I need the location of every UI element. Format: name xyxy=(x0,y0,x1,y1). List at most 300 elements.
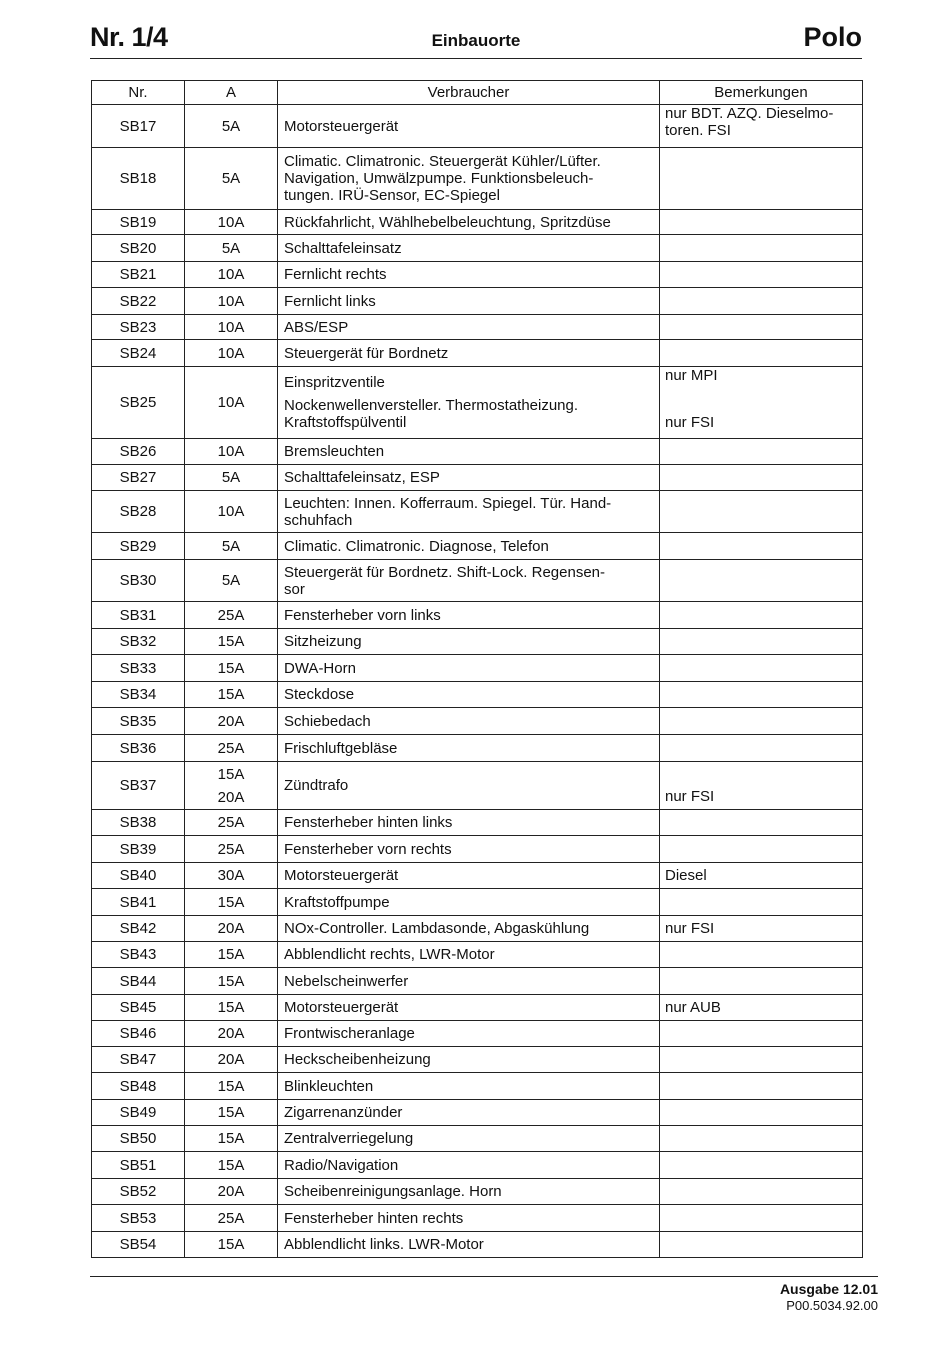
fuse-number-cell xyxy=(92,367,185,439)
remarks-cell xyxy=(660,968,863,995)
fuse-table xyxy=(91,80,863,1258)
ampere-cell xyxy=(185,1047,278,1073)
fuse-number: SB54 xyxy=(119,1236,157,1253)
fuse-number: SB32 xyxy=(119,633,157,650)
ampere-cell xyxy=(185,916,278,942)
table-row xyxy=(92,1232,863,1258)
consumer-cell xyxy=(278,655,660,682)
fuse-number-cell xyxy=(92,889,185,916)
remarks-cell xyxy=(660,1179,863,1205)
column-header-nr: Nr. xyxy=(92,81,185,105)
consumer-cell xyxy=(278,1073,660,1100)
table-row xyxy=(92,262,863,288)
footer-divider xyxy=(90,1276,878,1277)
consumer-text: Abblendlicht links. LWR-Motor xyxy=(284,1236,484,1253)
remarks-cell xyxy=(660,315,863,340)
table-row xyxy=(92,942,863,968)
table-row xyxy=(92,340,863,367)
ampere-value: 25A xyxy=(217,739,245,757)
ampere-cell xyxy=(185,560,278,602)
ampere-value: 20A xyxy=(217,712,245,730)
consumer-cell xyxy=(278,105,660,148)
fuse-number: SB22 xyxy=(119,292,157,310)
ampere-cell xyxy=(185,235,278,262)
consumer-cell xyxy=(278,942,660,968)
consumer-text: Fensterheber vorn links xyxy=(284,606,441,624)
remarks-cell xyxy=(660,762,863,810)
ampere-cell xyxy=(185,1100,278,1126)
ampere-value: 5A xyxy=(221,572,241,589)
remark-text: nur BDT. AZQ. Dieselmo- xyxy=(665,105,834,122)
ampere-cell xyxy=(185,1021,278,1047)
table-row xyxy=(92,968,863,995)
ampere-cell xyxy=(185,1126,278,1152)
ampere-cell xyxy=(185,762,278,810)
ampere-value: 15A xyxy=(217,686,245,703)
fuse-number-cell xyxy=(92,810,185,836)
table-row xyxy=(92,1021,863,1047)
ampere-value: 5A xyxy=(221,170,241,187)
fuse-number-cell xyxy=(92,735,185,762)
table-row xyxy=(92,1179,863,1205)
table-row xyxy=(92,682,863,708)
ampere-value: 15A xyxy=(217,1130,245,1147)
consumer-cell xyxy=(278,836,660,863)
remarks-cell xyxy=(660,262,863,288)
ampere-cell xyxy=(185,629,278,655)
consumer-cell xyxy=(278,1021,660,1047)
ampere-cell xyxy=(185,340,278,367)
consumer-cell xyxy=(278,210,660,235)
remarks-cell xyxy=(660,836,863,863)
fuse-table-body xyxy=(92,105,863,1258)
fuse-number-cell xyxy=(92,863,185,889)
ampere-cell xyxy=(185,1205,278,1232)
consumer-text: Schalttafeleinsatz, ESP xyxy=(284,469,440,486)
consumer-cell xyxy=(278,315,660,340)
consumer-text: Fensterheber hinten links xyxy=(284,814,453,831)
fuse-number-cell xyxy=(92,1152,185,1179)
consumer-cell xyxy=(278,1205,660,1232)
consumer-cell xyxy=(278,439,660,465)
remarks-cell xyxy=(660,942,863,968)
consumer-text: Steuergerät für Bordnetz xyxy=(284,344,449,362)
ampere-cell xyxy=(185,810,278,836)
ampere-cell xyxy=(185,210,278,235)
table-row xyxy=(92,995,863,1021)
table-row xyxy=(92,889,863,916)
ampere-value: 25A xyxy=(217,840,245,858)
table-row xyxy=(92,1047,863,1073)
consumer-cell xyxy=(278,1152,660,1179)
remarks-cell xyxy=(660,560,863,602)
fuse-number-cell xyxy=(92,836,185,863)
consumer-cell xyxy=(278,465,660,491)
fuse-number-cell xyxy=(92,1179,185,1205)
fuse-number: SB19 xyxy=(119,213,157,231)
page-number: Nr. 1/4 xyxy=(90,22,168,52)
consumer-text: Blinkleuchten xyxy=(284,1077,374,1095)
remarks-cell xyxy=(660,602,863,629)
consumer-text: Radio/Navigation xyxy=(284,1156,399,1174)
remarks-cell xyxy=(660,210,863,235)
consumer-text: sor xyxy=(284,580,305,598)
consumer-text: Fensterheber vorn rechts xyxy=(284,840,452,858)
table-row xyxy=(92,1205,863,1232)
consumer-text: Climatic. Climatronic. Steuergerät Kühler/Lüfter. xyxy=(284,153,601,170)
consumer-cell xyxy=(278,288,660,315)
fuse-number: SB39 xyxy=(119,840,157,858)
fuse-number-cell xyxy=(92,148,185,210)
table-row xyxy=(92,1100,863,1126)
consumer-cell xyxy=(278,629,660,655)
fuse-number: SB50 xyxy=(119,1130,157,1147)
page-header xyxy=(90,18,862,58)
page-title: Einbauorte xyxy=(431,31,521,50)
consumer-cell xyxy=(278,1232,660,1258)
table-row xyxy=(92,735,863,762)
consumer-cell xyxy=(278,762,660,810)
ampere-value: 10A xyxy=(217,266,245,283)
fuse-number: SB36 xyxy=(119,739,157,757)
fuse-number-cell xyxy=(92,655,185,682)
edition-label: Ausgabe 12.01 xyxy=(779,1281,878,1297)
remarks-cell xyxy=(660,340,863,367)
fuse-number-cell xyxy=(92,629,185,655)
table-row xyxy=(92,810,863,836)
consumer-text: ABS/ESP xyxy=(284,318,349,336)
column-header-bemerkungen: Bemerkungen xyxy=(660,81,863,105)
remarks-cell xyxy=(660,465,863,491)
fuse-number-cell xyxy=(92,942,185,968)
ampere-value: 5A xyxy=(221,537,241,555)
fuse-number-cell xyxy=(92,1232,185,1258)
table-row xyxy=(92,210,863,235)
document-code: P00.5034.92.00 xyxy=(786,1298,878,1313)
ampere-value: 15A xyxy=(217,765,245,783)
table-row xyxy=(92,439,863,465)
ampere-value: 10A xyxy=(217,292,245,310)
ampere-value: 5A xyxy=(221,239,241,257)
consumer-cell xyxy=(278,560,660,602)
remarks-cell xyxy=(660,148,863,210)
ampere-cell xyxy=(185,491,278,533)
fuse-number: SB34 xyxy=(119,686,157,703)
fuse-number: SB26 xyxy=(119,443,157,460)
fuse-number: SB21 xyxy=(119,266,157,283)
table-row xyxy=(92,315,863,340)
fuse-number-cell xyxy=(92,105,185,148)
remark-text: Diesel xyxy=(665,867,707,884)
consumer-text: Fernlicht rechts xyxy=(284,266,387,283)
consumer-cell xyxy=(278,367,660,439)
consumer-text: Steuergerät für Bordnetz. Shift-Lock. Regensen- xyxy=(284,563,606,581)
remarks-cell xyxy=(660,735,863,762)
table-row xyxy=(92,629,863,655)
consumer-cell xyxy=(278,889,660,916)
ampere-cell xyxy=(185,1179,278,1205)
ampere-cell xyxy=(185,262,278,288)
fuse-number: SB17 xyxy=(119,117,157,135)
fuse-number: SB41 xyxy=(119,893,157,911)
remark-text: toren. FSI xyxy=(665,122,731,139)
remarks-cell xyxy=(660,708,863,735)
fuse-number-cell xyxy=(92,968,185,995)
remarks-cell xyxy=(660,655,863,682)
ampere-value: 20A xyxy=(217,920,245,937)
ampere-value: 25A xyxy=(217,606,245,624)
consumer-cell xyxy=(278,533,660,560)
fuse-number: SB35 xyxy=(119,712,157,730)
consumer-text: Scheibenreinigungsanlage. Horn xyxy=(284,1183,502,1200)
table-row xyxy=(92,1126,863,1152)
remarks-cell xyxy=(660,682,863,708)
consumer-text: Kraftstoffspülventil xyxy=(284,414,407,431)
consumer-text: Zündtrafo xyxy=(284,777,349,794)
fuse-number-cell xyxy=(92,439,185,465)
ampere-value: 10A xyxy=(217,213,245,231)
ampere-value: 15A xyxy=(217,893,245,911)
remarks-cell xyxy=(660,288,863,315)
consumer-cell xyxy=(278,810,660,836)
fuse-number: SB18 xyxy=(119,170,157,187)
table-row xyxy=(92,762,863,810)
consumer-text: tungen. IRÜ-Sensor, EC-Spiegel xyxy=(284,187,500,204)
ampere-value: 10A xyxy=(217,344,245,362)
remark-text: nur MPI xyxy=(665,367,718,384)
table-row xyxy=(92,105,863,148)
consumer-text: Heckscheibenheizung xyxy=(284,1051,431,1068)
remark-text: nur AUB xyxy=(665,999,721,1016)
ampere-cell xyxy=(185,148,278,210)
ampere-value: 15A xyxy=(217,659,245,677)
remarks-cell xyxy=(660,1021,863,1047)
consumer-text: Abblendlicht rechts, LWR-Motor xyxy=(284,946,495,963)
ampere-value: 5A xyxy=(221,469,241,486)
ampere-value: 15A xyxy=(217,633,245,650)
ampere-cell xyxy=(185,439,278,465)
ampere-value: 20A xyxy=(217,788,245,806)
fuse-number: SB45 xyxy=(119,999,157,1016)
remarks-cell xyxy=(660,629,863,655)
remarks-cell xyxy=(660,367,863,439)
ampere-cell xyxy=(185,655,278,682)
consumer-text: Steckdose xyxy=(284,686,355,703)
consumer-cell xyxy=(278,682,660,708)
remarks-cell xyxy=(660,810,863,836)
table-row xyxy=(92,863,863,889)
consumer-cell xyxy=(278,1179,660,1205)
fuse-number: SB44 xyxy=(119,972,157,990)
ampere-value: 15A xyxy=(217,999,245,1016)
ampere-cell xyxy=(185,708,278,735)
remarks-cell xyxy=(660,889,863,916)
consumer-text: Leuchten: Innen. Kofferraum. Spiegel. Tür. Hand- xyxy=(284,494,612,512)
ampere-value: 20A xyxy=(217,1183,245,1200)
consumer-text: Motorsteuergerät xyxy=(284,999,399,1016)
fuse-number: SB53 xyxy=(119,1209,157,1227)
ampere-cell xyxy=(185,367,278,439)
consumer-text: Zigarrenanzünder xyxy=(284,1104,403,1121)
ampere-value: 10A xyxy=(217,503,245,520)
fuse-number-cell xyxy=(92,533,185,560)
ampere-value: 15A xyxy=(217,1104,245,1121)
fuse-number: SB24 xyxy=(119,344,157,362)
fuse-number: SB43 xyxy=(119,946,157,963)
remarks-cell xyxy=(660,439,863,465)
remarks-cell xyxy=(660,235,863,262)
consumer-cell xyxy=(278,1047,660,1073)
table-row xyxy=(92,560,863,602)
ampere-value: 15A xyxy=(217,1077,245,1095)
ampere-cell xyxy=(185,533,278,560)
fuse-number-cell xyxy=(92,340,185,367)
ampere-value: 25A xyxy=(217,1209,245,1227)
fuse-number: SB31 xyxy=(119,606,157,624)
table-row xyxy=(92,708,863,735)
ampere-value: 15A xyxy=(217,1156,245,1174)
fuse-number: SB27 xyxy=(119,469,157,486)
fuse-number-cell xyxy=(92,315,185,340)
remarks-cell xyxy=(660,1047,863,1073)
fuse-number-cell xyxy=(92,235,185,262)
fuse-number: SB49 xyxy=(119,1104,157,1121)
model-name: Polo xyxy=(803,22,862,52)
remarks-cell xyxy=(660,916,863,942)
ampere-cell xyxy=(185,1073,278,1100)
consumer-text: Frontwischeranlage xyxy=(284,1025,415,1042)
table-row xyxy=(92,367,863,439)
fuse-number: SB52 xyxy=(119,1183,157,1200)
ampere-cell xyxy=(185,735,278,762)
remarks-cell xyxy=(660,1205,863,1232)
fuse-number: SB29 xyxy=(119,537,157,555)
consumer-text: DWA-Horn xyxy=(284,659,356,677)
consumer-text: Nockenwellenversteller. Thermostatheizung. xyxy=(284,397,579,414)
fuse-number-cell xyxy=(92,288,185,315)
fuse-number: SB48 xyxy=(119,1077,157,1095)
consumer-text: Bremsleuchten xyxy=(284,443,385,460)
table-row xyxy=(92,916,863,942)
fuse-number-cell xyxy=(92,560,185,602)
fuse-number-cell xyxy=(92,602,185,629)
table-row xyxy=(92,465,863,491)
fuse-number-cell xyxy=(92,1047,185,1073)
table-row xyxy=(92,491,863,533)
remarks-cell xyxy=(660,1152,863,1179)
consumer-text: Kraftstoffpumpe xyxy=(284,893,390,911)
fuse-number-cell xyxy=(92,1021,185,1047)
ampere-cell xyxy=(185,995,278,1021)
consumer-text: Fernlicht links xyxy=(284,292,376,310)
consumer-text: Sitzheizung xyxy=(284,633,362,650)
consumer-cell xyxy=(278,863,660,889)
consumer-cell xyxy=(278,148,660,210)
consumer-cell xyxy=(278,1100,660,1126)
consumer-text: Zentralverriegelung xyxy=(284,1130,414,1147)
remarks-cell xyxy=(660,1073,863,1100)
fuse-number: SB38 xyxy=(119,814,157,831)
ampere-cell xyxy=(185,863,278,889)
fuse-number: SB25 xyxy=(119,394,157,411)
ampere-cell xyxy=(185,836,278,863)
consumer-cell xyxy=(278,340,660,367)
consumer-text: Frischluftgebläse xyxy=(284,739,398,757)
header-divider xyxy=(90,58,862,59)
ampere-cell xyxy=(185,315,278,340)
fuse-number: SB37 xyxy=(119,777,157,794)
consumer-text: Schalttafeleinsatz xyxy=(284,239,402,257)
remarks-cell xyxy=(660,533,863,560)
ampere-cell xyxy=(185,889,278,916)
ampere-cell xyxy=(185,465,278,491)
consumer-cell xyxy=(278,735,660,762)
fuse-number-cell xyxy=(92,1126,185,1152)
ampere-cell xyxy=(185,602,278,629)
table-row xyxy=(92,655,863,682)
ampere-cell xyxy=(185,1152,278,1179)
ampere-value: 20A xyxy=(217,1051,245,1068)
table-row xyxy=(92,1073,863,1100)
fuse-number: SB47 xyxy=(119,1051,157,1068)
fuse-number: SB23 xyxy=(119,318,157,336)
fuse-number-cell xyxy=(92,465,185,491)
fuse-number-cell xyxy=(92,1100,185,1126)
remarks-cell xyxy=(660,995,863,1021)
ampere-value: 15A xyxy=(217,1236,245,1253)
ampere-value: 15A xyxy=(217,972,245,990)
consumer-text: Rückfahrlicht, Wählhebelbeleuchtung, Spritzdüse xyxy=(284,213,611,231)
consumer-text: Motorsteuergerät xyxy=(284,117,399,135)
ampere-value: 30A xyxy=(217,867,245,884)
consumer-text: NOx-Controller. Lambdasonde, Abgaskühlung xyxy=(284,920,590,937)
ampere-value: 20A xyxy=(217,1025,245,1042)
remarks-cell xyxy=(660,863,863,889)
fuse-number-cell xyxy=(92,682,185,708)
ampere-cell xyxy=(185,105,278,148)
remark-text: nur FSI xyxy=(665,788,715,805)
consumer-text: Navigation, Umwälzpumpe. Funktionsbeleuch- xyxy=(284,170,594,187)
table-row xyxy=(92,836,863,863)
table-row xyxy=(92,533,863,560)
consumer-cell xyxy=(278,235,660,262)
fuse-number: SB33 xyxy=(119,659,157,677)
column-header-verbraucher: Verbraucher xyxy=(278,81,660,105)
fuse-number: SB51 xyxy=(119,1156,157,1174)
consumer-cell xyxy=(278,708,660,735)
consumer-text: Climatic. Climatronic. Diagnose, Telefon xyxy=(284,537,549,555)
fuse-number-cell xyxy=(92,708,185,735)
remarks-cell xyxy=(660,1100,863,1126)
fuse-number: SB46 xyxy=(119,1025,157,1042)
fuse-number: SB28 xyxy=(119,503,157,520)
consumer-text: Schiebedach xyxy=(284,712,371,730)
fuse-number-cell xyxy=(92,262,185,288)
ampere-cell xyxy=(185,682,278,708)
fuse-number: SB42 xyxy=(119,920,157,937)
consumer-text: Motorsteuergerät xyxy=(284,867,399,884)
consumer-cell xyxy=(278,916,660,942)
ampere-value: 10A xyxy=(217,394,245,411)
consumer-cell xyxy=(278,1126,660,1152)
column-header-a: A xyxy=(185,81,278,105)
table-row xyxy=(92,235,863,262)
fuse-number: SB30 xyxy=(119,572,157,589)
table-row xyxy=(92,148,863,210)
line-gap xyxy=(665,384,862,414)
consumer-cell xyxy=(278,968,660,995)
ampere-value: 25A xyxy=(217,814,245,831)
